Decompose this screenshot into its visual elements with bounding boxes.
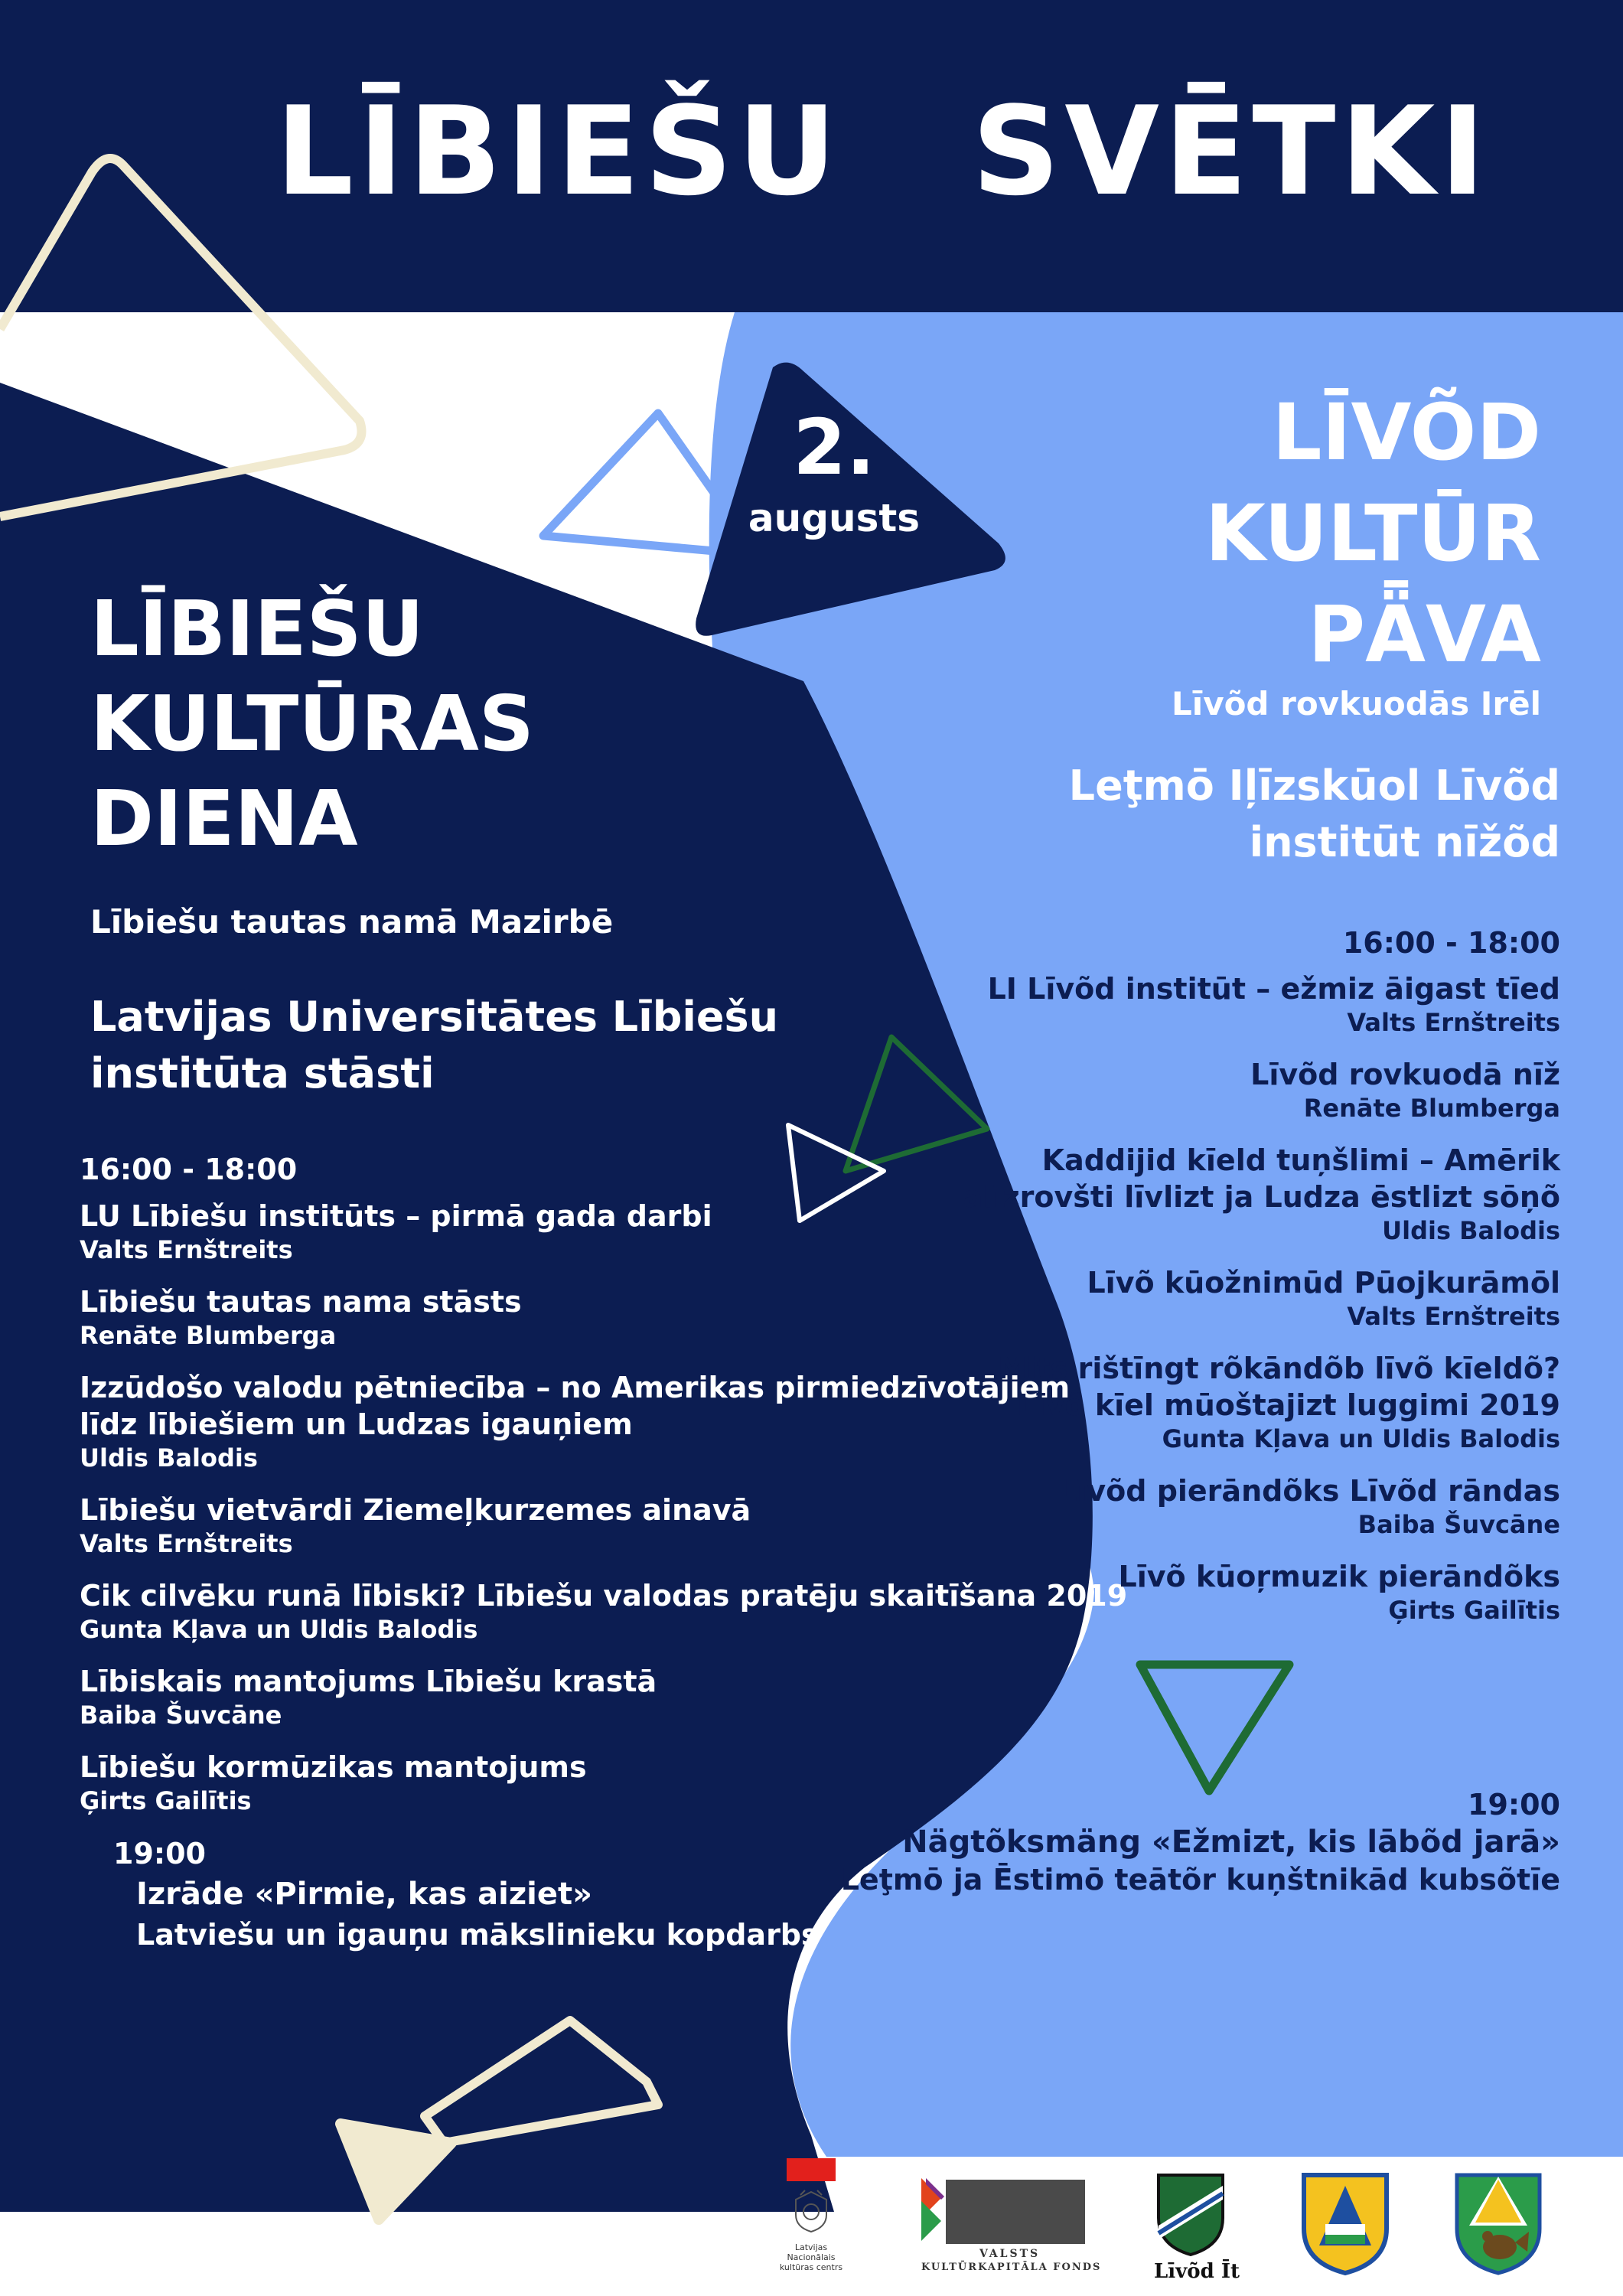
vkkf-label-top: VALSTS	[979, 2248, 1041, 2260]
program-speaker: Valts Ernštreits	[1347, 1302, 1560, 1331]
lnkc-logo	[781, 2158, 865, 2288]
program-item	[963, 1350, 1560, 1454]
right-program	[963, 970, 1560, 1644]
program-speaker: Ģirts Gailītis	[80, 1786, 252, 1815]
left-evening-time: 19:00	[113, 1837, 206, 1870]
right-evening-desc: Leţmō ja Ēstimō teātõr kuņštnikād kubsõtīe	[840, 1863, 1560, 1896]
right-heading-line: LĪVÕD	[1272, 387, 1541, 478]
program-item	[80, 1749, 1127, 1816]
lnkc-label: Latvijas Nacionālais kultūras centrs	[779, 2242, 843, 2272]
right-subtitle-line: Leţmō Iļīzskūol Līvõd	[1068, 762, 1560, 810]
vkkf-label-bottom: KULTŪRKAPITĀLA FONDS	[921, 2262, 1102, 2273]
left-subtitle-line: Latvijas Universitātes Lībiešu	[90, 993, 779, 1041]
program-speaker: Uldis Balodis	[80, 1443, 258, 1473]
program-speaker: Valts Ernštreits	[1347, 1008, 1560, 1037]
right-evening-event: Nägtõksmäng «Ežmizt, kis lābõd jarā»	[902, 1825, 1560, 1860]
program-item	[963, 1558, 1560, 1626]
program-title: Līvõd pierāndõks Līvõd rāndas	[1058, 1474, 1560, 1508]
livod-shield-icon	[1155, 2172, 1226, 2256]
right-heading	[1205, 383, 1541, 686]
flag-icon	[787, 2158, 836, 2181]
vkkf-mark-icon	[918, 2175, 944, 2247]
title-right: SVĒTKI	[972, 80, 1491, 223]
municipal-coat-of-arms-2-icon	[1454, 2172, 1543, 2276]
program-title: alīzrovšti līvlizt ja Ludza ēstlizt sōņõ	[963, 1180, 1560, 1214]
left-heading	[90, 582, 534, 866]
program-speaker: Renāte Blumberga	[80, 1321, 337, 1350]
program-speaker: Valts Ernštreits	[80, 1529, 293, 1558]
program-title: līdz lībiešiem un Ludzas igauņiem	[80, 1407, 633, 1441]
date-month: augusts	[748, 496, 921, 540]
program-item	[963, 970, 1560, 1038]
right-subtitle-line: institūt nīžõd	[1249, 818, 1560, 866]
program-title: Līvõ kūoŗmuzik pierāndõks	[1118, 1560, 1560, 1593]
left-venue: Lībiešu tautas namā Mazirbē	[90, 903, 614, 941]
left-heading-line: DIENA	[90, 774, 358, 863]
program-title: Cik cilvēku runā lībiski? Lībiešu valodas pratēju skaitīšana 2019	[80, 1579, 1128, 1613]
program-item	[963, 1473, 1560, 1540]
livod-it-logo	[1148, 2172, 1240, 2287]
right-heading-line: PǞVA	[1308, 589, 1541, 680]
program-title: Izzūdošo valodu pētniecība – no Amerikas pirmiedzīvotājiem	[80, 1371, 1071, 1404]
program-speaker: Renāte Blumberga	[1303, 1094, 1560, 1123]
program-speaker: Gunta Kļava un Uldis Balodis	[1162, 1424, 1560, 1453]
program-title: Līvõ kūožnimūd Pūojkurāmōl	[1087, 1266, 1560, 1300]
livod-it-label: Līvõd Īt	[1154, 2260, 1240, 2283]
program-title: Lībiešu vietvārdi Ziemeļkurzemes ainavā	[80, 1493, 751, 1527]
coat-of-arms-icon	[790, 2189, 833, 2235]
left-heading-line: LĪBIEŠU	[90, 584, 424, 673]
program-title: Lībiešu kormūzikas mantojums	[80, 1750, 587, 1784]
right-heading-line: KULTŪR	[1204, 488, 1541, 579]
left-evening-desc: Latviešu un igauņu mākslinieku kopdarbs	[136, 1918, 819, 1952]
program-speaker: Ģirts Gailītis	[1388, 1596, 1560, 1625]
program-title: Līvõ kīel mūoštajizt luggimi 2019	[1017, 1388, 1560, 1422]
program-title: Lībiešu tautas nama stāsts	[80, 1285, 522, 1319]
program-speaker: Valts Ernštreits	[80, 1235, 293, 1264]
left-heading-line: KULTŪRAS	[90, 679, 534, 768]
left-time: 16:00 - 18:00	[80, 1153, 298, 1186]
program-title: LU Lībiešu institūts – pirmā gada darbi	[80, 1199, 712, 1233]
program-item	[80, 1663, 1127, 1730]
municipal-coat-of-arms-1-icon	[1301, 2172, 1390, 2276]
program-item	[963, 1142, 1560, 1246]
left-subtitle-line: institūta stāsti	[90, 1049, 435, 1097]
program-speaker: Uldis Balodis	[1382, 1216, 1560, 1245]
program-speaker: Gunta Kļava un Uldis Balodis	[80, 1615, 478, 1644]
program-title: Lībiskais mantojums Lībiešu krastā	[80, 1665, 657, 1698]
right-subtitle	[1069, 758, 1560, 871]
right-venue: Līvõd rovkuodās Irēl	[1172, 685, 1541, 722]
right-time: 16:00 - 18:00	[1342, 926, 1560, 960]
right-evening-time: 19:00	[1468, 1788, 1560, 1821]
program-title: Līvõd rovkuodā nīž	[1250, 1058, 1560, 1091]
vkkf-logo	[918, 2175, 1102, 2273]
program-item	[963, 1264, 1560, 1332]
left-subtitle	[90, 989, 778, 1102]
program-speaker: Baiba Šuvcāne	[1357, 1510, 1560, 1539]
program-title: Mits rištīngt rõkāndõb līvõ kīeldõ?	[997, 1352, 1560, 1385]
title-left: LĪBIEŠU	[275, 80, 842, 223]
program-title: Kaddijid kīeld tuņšlimi – Amērik	[1041, 1143, 1560, 1177]
program-title: LI Līvõd institūt – ežmiz āigast tīed	[987, 972, 1560, 1006]
vkkf-dark-block	[946, 2180, 1085, 2244]
left-evening-event: Izrāde «Pirmie, kas aiziet»	[136, 1877, 592, 1912]
date-day: 2.	[793, 403, 875, 492]
program-item	[963, 1056, 1560, 1124]
program-speaker: Baiba Šuvcāne	[80, 1701, 282, 1730]
